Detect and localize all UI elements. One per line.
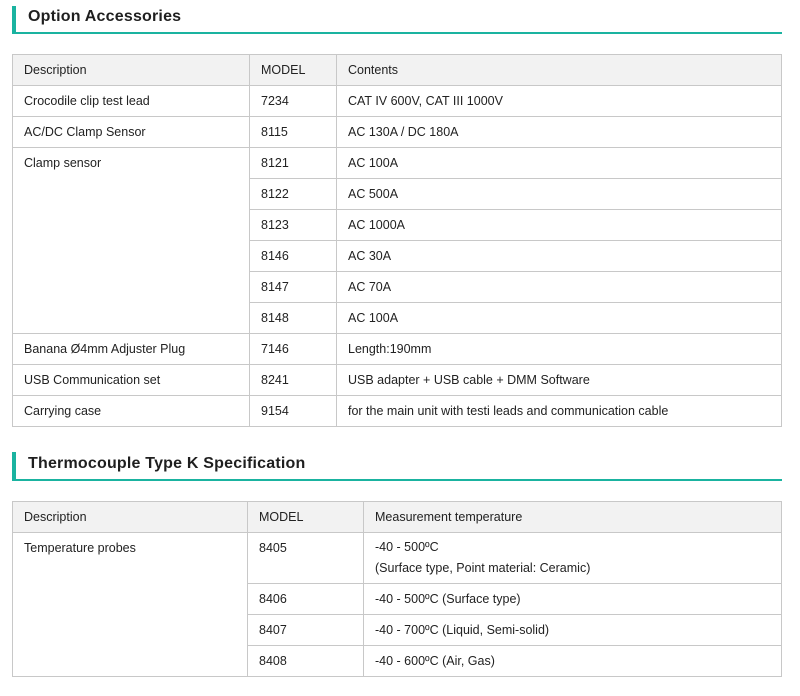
section-title: Option Accessories <box>28 8 182 25</box>
cell-model: 8147 <box>250 272 337 303</box>
cell-description: Carrying case <box>13 396 250 427</box>
table-header-row <box>13 55 782 86</box>
cell-measurement-temperature: -40 - 500ºC (Surface type) <box>364 584 782 615</box>
table-header-row <box>13 502 782 533</box>
column-header-measurement-temperature: Measurement temperature <box>364 502 782 533</box>
cell-model: 8406 <box>248 584 364 615</box>
column-header-model: MODEL <box>250 55 337 86</box>
option-accessories-heading <box>12 6 782 34</box>
cell-model: 8121 <box>250 148 337 179</box>
cell-model: 8405 <box>248 533 364 584</box>
cell-model: 8241 <box>250 365 337 396</box>
cell-model: 8146 <box>250 241 337 272</box>
cell-contents: for the main unit with testi leads and communication cable <box>337 396 782 427</box>
section-title: Thermocouple Type K Specification <box>28 455 306 472</box>
column-header-description: Description <box>13 502 248 533</box>
cell-measurement-temperature: -40 - 700ºC (Liquid, Semi-solid) <box>364 615 782 646</box>
column-header-contents: Contents <box>337 55 782 86</box>
table-row <box>13 396 782 427</box>
cell-contents: USB adapter + USB cable + DMM Software <box>337 365 782 396</box>
cell-description: USB Communication set <box>13 365 250 396</box>
cell-contents: AC 1000A <box>337 210 782 241</box>
option-accessories-table <box>12 54 782 427</box>
cell-model: 7234 <box>250 86 337 117</box>
cell-measurement-temperature <box>364 533 782 584</box>
temperature-range: -40 - 500ºC <box>375 540 439 554</box>
cell-contents: AC 500A <box>337 179 782 210</box>
cell-model: 8122 <box>250 179 337 210</box>
cell-description: Clamp sensor <box>13 148 250 334</box>
cell-model: 8148 <box>250 303 337 334</box>
column-header-description: Description <box>13 55 250 86</box>
table-row <box>13 117 782 148</box>
table-row <box>13 86 782 117</box>
column-header-model: MODEL <box>248 502 364 533</box>
cell-contents: CAT IV 600V, CAT III 1000V <box>337 86 782 117</box>
thermocouple-heading <box>12 452 782 481</box>
cell-contents: AC 100A <box>337 148 782 179</box>
cell-contents: AC 30A <box>337 241 782 272</box>
cell-contents: AC 100A <box>337 303 782 334</box>
table-row <box>13 533 782 584</box>
cell-model: 8123 <box>250 210 337 241</box>
cell-model: 9154 <box>250 396 337 427</box>
cell-model: 7146 <box>250 334 337 365</box>
cell-model: 8115 <box>250 117 337 148</box>
cell-model: 8407 <box>248 615 364 646</box>
table-row <box>13 365 782 396</box>
cell-contents: AC 70A <box>337 272 782 303</box>
cell-description: Banana Ø4mm Adjuster Plug <box>13 334 250 365</box>
cell-contents: Length:190mm <box>337 334 782 365</box>
thermocouple-table <box>12 501 782 677</box>
cell-description: AC/DC Clamp Sensor <box>13 117 250 148</box>
cell-description: Temperature probes <box>13 533 248 677</box>
table-row <box>13 334 782 365</box>
cell-contents: AC 130A / DC 180A <box>337 117 782 148</box>
cell-measurement-temperature: -40 - 600ºC (Air, Gas) <box>364 646 782 677</box>
cell-model: 8408 <box>248 646 364 677</box>
temperature-note: (Surface type, Point material: Ceramic) <box>375 561 591 575</box>
cell-description: Crocodile clip test lead <box>13 86 250 117</box>
table-row <box>13 148 782 179</box>
